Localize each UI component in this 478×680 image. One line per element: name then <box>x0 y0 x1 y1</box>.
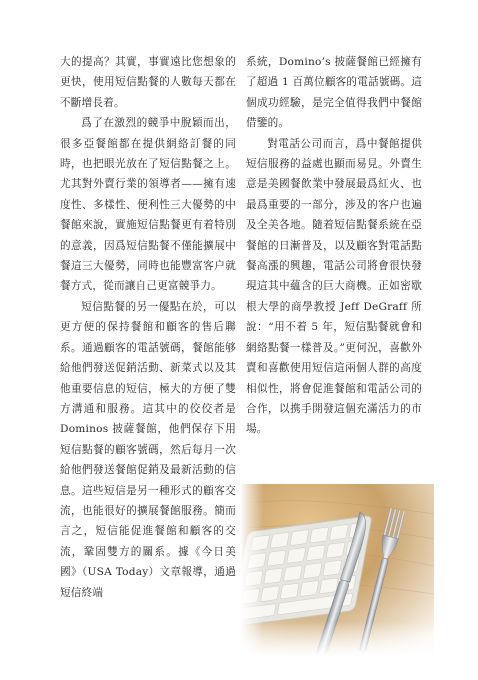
photo-illustration <box>240 484 434 656</box>
left-column <box>60 52 236 603</box>
left-paragraph-2: 爲了在激烈的競爭中脫穎而出，很多亞餐館都在提供網絡訂餐的同時，也把眼光放在了短信點餐之上。尤其對外賣行業的領導者——擁有速度性、多樣性、便利性三大優勢的中餐館來說，實施短信點餐更有着特別的意義，因爲短信點餐不僅能擴展中餐這三大優勢，同時也能豐富客户就餐方式，從而讓自己更富競爭力。 <box>60 117 236 293</box>
left-paragraph-1: 大的提高？其實，事實遠比您想象的更快，使用短信點餐的人數每天都在不斷增長着。 <box>60 56 236 109</box>
left-paragraph-3: 短信點餐的另一優點在於，可以更方便的保持餐館和顧客的售后聯系。通過顧客的電話號碼，餐館能够給他們發送促銷活動、新菜式以及其他重要信息的短信，極大的方便了雙方溝通和服務。這其中的佼佼者是 Dominos 披薩餐館，他們保存下用短信點餐的顧客號碼，然后每月一次給他們發送餐館促銷及最新活動的信息。這些短信是另一種形式的顧客交流，也能很好的擴展餐館服務。簡而言之，短信能促進餐館和顧客的交流，鞏固雙方的關系。據《今日美國》（USA Today）文章報導，通過短信終端 <box>60 300 236 599</box>
right-paragraph-1: 系統，Domino’s 披薩餐館已經擁有了超過 1 百萬位顧客的電話號碼。這個成功經驗，是完全值得我們中餐館借鑒的。 <box>246 56 422 130</box>
right-column <box>246 52 422 440</box>
right-paragraph-2: 對電話公司而言，爲中餐館提供短信服務的益處也顯而易見。外賣生意是美國餐飲業中發展最爲紅火、也最爲重要的一部分，涉及的客户也遍及全美各地。隨着短信點餐系統在亞餐館的日漸普及，以及顧客對電話點餐高漲的興趣，電話公司將會很快發現這其中蘊含的巨大商機。正如密歇根大學的商學教授 Jeff DeGraff 所說：“用不着 5 年，短信點餐就會和網絡點餐一樣普及。”更何況，喜歡外賣和喜歡使用短信這兩個人群的高度相似性，將會促進餐館和電話公司的合作，以携手開發這個充滿活力的市場。 <box>246 137 422 436</box>
keyboard-and-cutlery-photo <box>240 484 434 656</box>
